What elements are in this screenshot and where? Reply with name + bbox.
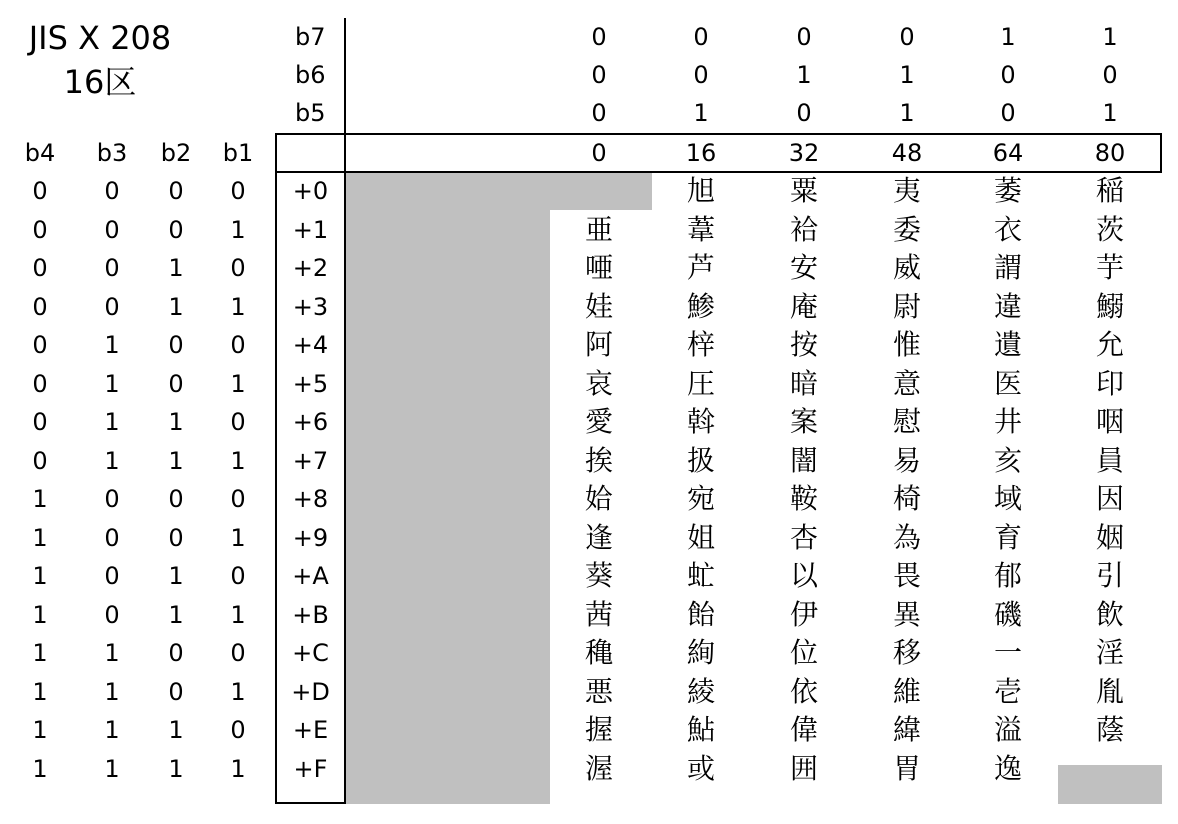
kanji-cell: 逢 [584,520,613,554]
row-bit: 1 [104,408,120,436]
row-bit: 0 [168,677,184,706]
kanji-cell: 旭 [686,174,715,207]
kanji-cell: 鰯 [1095,289,1124,323]
top-bit-value: 1 [796,61,812,89]
kanji-cell: 咽 [1095,405,1124,438]
kanji-cell: 按 [789,328,818,361]
row-bit: 0 [168,177,184,205]
kanji-cell: 胃 [892,751,921,785]
row-bit: 1 [168,754,184,783]
row-bit: 0 [32,177,48,205]
kanji-cell: 位 [789,636,818,669]
kanji-cell: 依 [789,674,818,708]
top-bit-value: 0 [591,99,607,127]
kanji-cell: 姐 [686,520,715,554]
low-bit-header: b4 [24,139,56,167]
kanji-cell: 井 [993,405,1022,438]
kanji-cell: 尉 [892,289,921,323]
kanji-cell: 芦 [686,251,715,284]
row-offset: +8 [292,485,329,513]
kanji-cell: 以 [789,559,818,592]
kanji-cell: 伊 [789,597,818,631]
kanji-cell: 緯 [892,713,921,746]
row-bit: 0 [230,408,246,436]
column-offset-header: 48 [891,139,923,167]
kanji-cell: 杏 [789,520,818,554]
row-offset: +C [292,639,329,667]
kanji-cell: 挨 [584,443,613,477]
kanji-cell: 悪 [584,674,613,708]
row-bit: 1 [104,446,120,475]
row-bit: 0 [32,446,48,475]
header-box-right [1160,133,1162,173]
row-bit: 0 [230,254,246,282]
row-bit: 0 [32,254,48,282]
kanji-cell: 姻 [1095,520,1124,554]
row-bit: 1 [32,677,48,706]
kanji-cell: 圧 [686,366,715,400]
column-offset-header: 64 [992,139,1024,167]
row-bit: 1 [104,331,120,359]
row-bit: 0 [168,369,184,398]
column-offset-header: 0 [591,139,607,167]
row-bit: 1 [32,600,48,629]
top-bit-value: 0 [796,99,812,127]
row-bit: 1 [32,562,48,590]
kanji-cell: 員 [1095,443,1124,477]
kanji-cell: 萎 [993,174,1022,207]
kanji-cell: 医 [993,366,1022,400]
row-offset: +A [292,562,329,590]
row-bit: 0 [104,485,120,513]
kanji-cell: 案 [789,405,818,438]
kanji-cell: 袷 [789,212,818,246]
row-offset: +E [292,716,329,744]
row-bit: 1 [230,369,246,398]
row-bit: 1 [104,754,120,783]
top-bit-label: b5 [295,99,326,127]
top-bit-value: 0 [693,61,709,89]
kanji-cell: 哀 [584,366,613,400]
kanji-cell: 域 [993,482,1022,515]
kanji-cell: 娃 [584,289,613,323]
top-bit-value: 0 [1000,61,1016,89]
top-bit-value: 1 [693,99,709,127]
row-bit: 1 [230,677,246,706]
title-line-1: JIS X 208 [28,19,172,57]
row-bit: 0 [230,331,246,359]
kanji-cell: 渥 [584,751,613,785]
row-bit: 1 [104,716,120,744]
title-line-2: 16区 [63,63,137,101]
row-bit: 0 [168,331,184,359]
kanji-cell: 遺 [993,328,1022,361]
kanji-cell: 葵 [584,559,613,592]
row-bit: 0 [32,292,48,321]
top-bit-label: b7 [295,23,326,51]
row-bit: 0 [230,485,246,513]
kanji-cell: 阿 [584,328,613,361]
column-offset-header: 80 [1094,139,1126,167]
row-bit: 0 [32,331,48,359]
kanji-cell: 惟 [892,328,921,361]
row-bit: 1 [230,754,246,783]
row-bit: 0 [104,523,120,552]
row-bit: 1 [168,254,184,282]
row-offset: +0 [292,177,329,205]
kanji-cell: 囲 [789,751,818,785]
kanji-cell: 亜 [584,212,613,246]
row-bit: 1 [104,369,120,398]
row-offset: +7 [292,446,329,475]
row-bit: 0 [32,369,48,398]
kanji-cell: 違 [993,289,1022,323]
kanji-cell: 斡 [686,405,715,438]
kanji-cell: 溢 [993,713,1022,746]
top-bit-label: b6 [295,61,326,89]
row-offset: +5 [292,369,329,398]
row-bit: 0 [230,639,246,667]
unused-cell-bottom [1058,765,1162,804]
kanji-cell: 虻 [686,559,715,592]
kanji-cell: 茜 [584,597,613,631]
row-bit: 0 [32,408,48,436]
column-offset-header: 16 [685,139,717,167]
kanji-cell: 飴 [686,597,715,631]
row-bit: 1 [168,408,184,436]
kanji-cell: 闇 [789,443,818,477]
top-bit-value: 0 [1102,61,1118,89]
low-bit-header: b3 [96,139,128,167]
kanji-cell: 謂 [993,251,1022,284]
top-bit-value: 1 [1102,23,1118,51]
row-bit: 0 [168,215,184,244]
row-bit: 1 [104,677,120,706]
kanji-cell: 握 [584,713,613,746]
row-bit: 0 [230,562,246,590]
row-bit: 0 [32,215,48,244]
row-offset: +4 [292,331,329,359]
row-bit: 1 [32,716,48,744]
row-bit: 1 [168,562,184,590]
kanji-cell: 綾 [686,674,715,708]
kanji-cell: 胤 [1095,674,1124,708]
kanji-cell: 淫 [1095,636,1124,669]
kanji-cell: 鮎 [686,713,715,746]
row-bit: 1 [230,292,246,321]
row-offset: +9 [292,523,329,552]
kanji-cell: 因 [1095,482,1124,515]
unused-area-left [345,172,550,804]
row-bit: 1 [32,754,48,783]
low-bit-header: b2 [160,139,192,167]
top-bit-value: 0 [591,23,607,51]
row-bit: 1 [168,716,184,744]
top-bit-value: 0 [591,61,607,89]
row-offset: +3 [292,292,329,321]
row-bit: 0 [104,600,120,629]
top-bit-value: 1 [1000,23,1016,51]
kanji-cell: 允 [1095,328,1124,361]
kanji-cell: 磯 [993,597,1022,631]
kanji-cell: 椅 [892,482,921,515]
kanji-cell: 稲 [1095,174,1124,207]
kanji-cell: 威 [892,251,921,284]
row-offset: +D [291,677,330,706]
row-bit: 1 [104,639,120,667]
kanji-cell: 安 [789,251,818,284]
kanji-cell: 芋 [1095,251,1124,284]
top-bit-value: 1 [899,99,915,127]
kanji-cell: 畏 [892,559,921,592]
unused-cell-top [550,172,652,210]
kanji-cell: 鞍 [789,482,818,515]
kanji-cell: 愛 [584,405,613,438]
kanji-cell: 粟 [789,174,818,207]
row-bit: 0 [168,523,184,552]
kanji-cell: 引 [1095,559,1124,592]
row-offset: +B [292,600,329,629]
top-bit-value: 1 [899,61,915,89]
low-bit-header: b1 [222,139,254,167]
kanji-cell: 偉 [789,713,818,746]
row-bit: 1 [230,523,246,552]
row-offset: +F [293,754,328,783]
kanji-cell: 姶 [584,482,613,515]
kanji-cell: 飲 [1095,597,1124,631]
row-offset: +1 [292,215,329,244]
kanji-cell: 茨 [1095,212,1124,246]
kanji-cell: 或 [686,751,715,785]
row-bit: 0 [230,716,246,744]
top-bit-value: 0 [693,23,709,51]
top-bit-value: 1 [1102,99,1118,127]
kanji-cell: 庵 [789,289,818,323]
kanji-cell: 亥 [993,443,1022,477]
row-bit: 1 [32,485,48,513]
kanji-cell: 育 [993,520,1022,554]
row-bit: 1 [230,600,246,629]
row-bit: 0 [104,292,120,321]
kanji-cell: 宛 [686,482,715,515]
row-bit: 1 [32,523,48,552]
kanji-cell: 暗 [789,366,818,400]
kanji-cell: 逸 [993,751,1022,785]
kanji-cell: 蔭 [1095,713,1124,746]
row-bit: 1 [230,215,246,244]
row-offset: +2 [292,254,329,282]
row-bit: 0 [104,562,120,590]
kanji-cell: 壱 [993,674,1022,708]
kanji-cell: 唖 [584,251,613,284]
kanji-cell: 鯵 [686,289,715,323]
kanji-cell: 葦 [686,212,715,246]
row-bit: 1 [230,446,246,475]
row-bit: 0 [104,177,120,205]
top-bit-value: 0 [1000,99,1016,127]
kanji-cell: 維 [892,674,921,708]
kanji-cell: 夷 [892,174,921,207]
kanji-cell: 異 [892,597,921,631]
top-bit-value: 0 [899,23,915,51]
kanji-cell: 衣 [993,212,1022,246]
row-bit: 0 [230,177,246,205]
kanji-cell: 一 [993,636,1022,669]
row-bit: 0 [104,215,120,244]
kanji-cell: 易 [892,443,921,477]
column-offset-header: 32 [788,139,820,167]
offset-column-bottom [275,802,346,804]
kanji-cell: 委 [892,212,921,246]
kanji-cell: 穐 [584,636,613,669]
kanji-cell: 意 [892,366,921,400]
row-bit: 0 [168,639,184,667]
kanji-cell: 印 [1095,366,1124,400]
row-bit: 1 [32,639,48,667]
kanji-cell: 慰 [892,405,921,438]
top-bit-value: 0 [796,23,812,51]
row-bit: 1 [168,446,184,475]
kanji-cell: 移 [892,636,921,669]
row-bit: 0 [104,254,120,282]
row-offset: +6 [292,408,329,436]
offset-column-right [344,133,346,804]
row-bit: 0 [168,485,184,513]
row-bit: 1 [168,600,184,629]
kanji-cell: 扱 [686,443,715,477]
kanji-cell: 梓 [686,328,715,361]
kanji-cell: 為 [892,520,921,554]
kanji-cell: 郁 [993,559,1022,592]
row-bit: 1 [168,292,184,321]
kanji-cell: 絢 [686,636,715,669]
